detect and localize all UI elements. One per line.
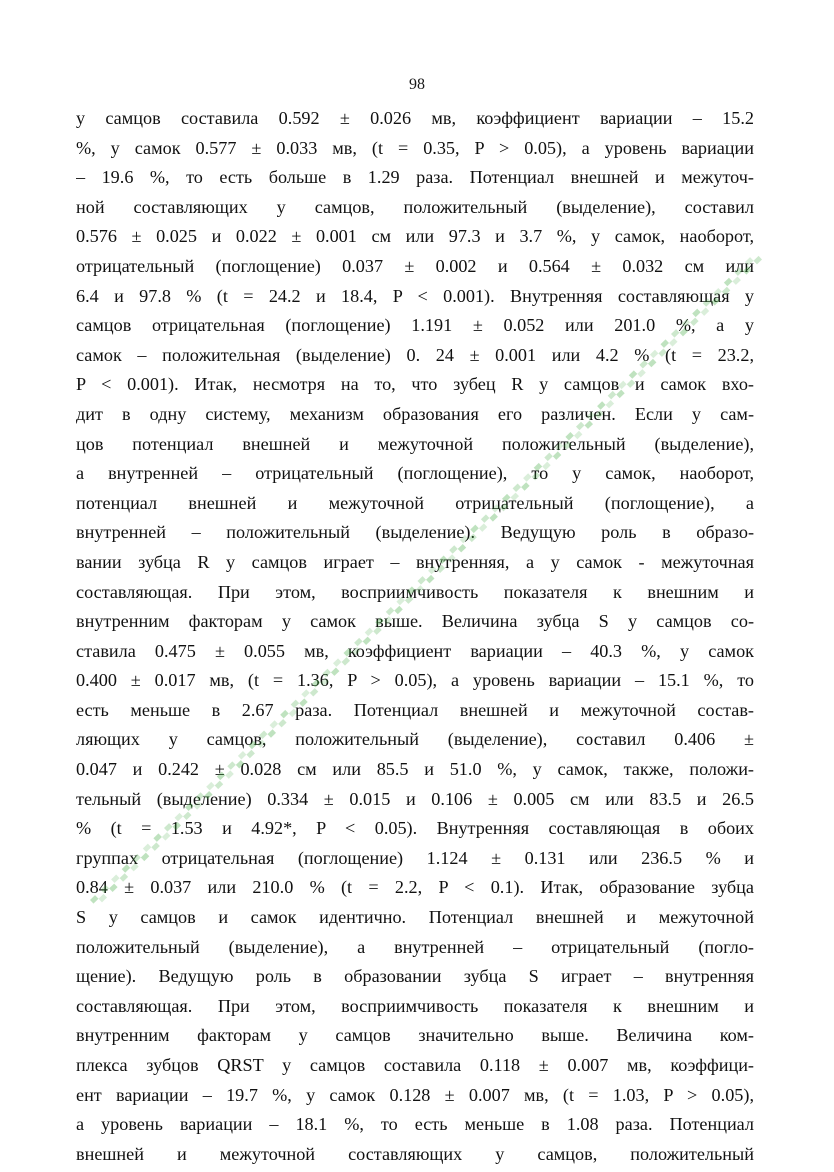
watermark-mark	[754, 256, 763, 264]
text-line: самцов отрицательная (поглощение) 1.191 ± 0.052 или 201.0 %, а у	[76, 315, 754, 336]
text-line: %, у самок 0.577 ± 0.033 мв, (t = 0.35, P > 0.05), а уровень вариации	[76, 137, 754, 158]
text-line: есть меньше в 2.67 раза. Потенциал внешней и межуточной состав-	[76, 699, 754, 720]
text-line: ляющих у самцов, положительный (выделение), составил 0.406 ±	[76, 729, 754, 750]
text-line: цов потенциал внешней и межуточной положительный (выделение),	[76, 433, 754, 454]
text-line: 0.047 и 0.242 ± 0.028 см или 85.5 и 51.0 %, у самок, также, положи-	[76, 759, 754, 780]
text-line: внутренней – положительный (выделение). Ведущую роль в образо-	[76, 522, 754, 543]
text-line: составляющая. При этом, восприимчивость показателя к внешним и	[76, 995, 754, 1016]
text-line: внутренним факторам у самок выше. Величина зубца S у самцов со-	[76, 611, 754, 632]
text-line: 6.4 и 97.8 % (t = 24.2 и 18.4, P < 0.001). Внутренняя составляющая у	[76, 285, 754, 306]
text-line: ставила 0.475 ± 0.055 мв, коэффициент вариации – 40.3 %, у самок	[76, 640, 754, 661]
text-line: ент вариации – 19.7 %, у самок 0.128 ± 0.007 мв, (t = 1.03, P > 0.05),	[76, 1084, 754, 1105]
text-line: дит в одну систему, механизм образования его различен. Если у сам-	[76, 403, 754, 424]
body-text	[76, 104, 754, 1169]
text-line: плекса зубцов QRST у самцов составила 0.118 ± 0.007 мв, коэффици-	[76, 1055, 754, 1075]
text-line: отрицательный (поглощение) 0.037 ± 0.002 и 0.564 ± 0.032 см или	[76, 255, 754, 276]
text-line: 0.400 ± 0.017 мв, (t = 1.36, P > 0.05), а уровень вариации – 15.1 %, то	[76, 670, 754, 691]
text-line: положительный (выделение), а внутренней – отрицательный (погло-	[76, 936, 754, 957]
text-line: внутренним факторам у самцов значительно выше. Величина ком-	[76, 1025, 754, 1046]
text-line: внешней и межуточной составляющих у самцов, положительный	[76, 1143, 754, 1164]
text-line: P < 0.001). Итак, несмотря на то, что зубец R у самцов и самок вхо-	[76, 374, 754, 395]
text-line: % (t = 1.53 и 4.92*, P < 0.05). Внутренняя составляющая в обоих	[76, 818, 754, 839]
text-line: 0.84 ± 0.037 или 210.0 % (t = 2.2, P < 0.1). Итак, образование зубца	[76, 877, 754, 898]
text-line: у самцов составила 0.592 ± 0.026 мв, коэффициент вариации – 15.2	[76, 108, 754, 128]
text-line: – 19.6 %, то есть больше в 1.29 раза. Потенциал внешней и межуточ-	[76, 167, 754, 188]
text-line: составляющая. При этом, восприимчивость показателя к внешним и	[76, 581, 754, 602]
text-line: 0.576 ± 0.025 и 0.022 ± 0.001 см или 97.3 и 3.7 %, у самок, наоборот,	[76, 226, 754, 247]
text-line: потенциал внешней и межуточной отрицательный (поглощение), а	[76, 492, 754, 513]
text-line: а уровень вариации – 18.1 %, то есть меньше в 1.08 раза. Потенциал	[76, 1114, 754, 1135]
text-line: а внутренней – отрицательный (поглощение), то у самок, наоборот,	[76, 463, 754, 484]
text-line: ной составляющих у самцов, положительный (выделение), составил	[76, 196, 754, 217]
text-line: группах отрицательная (поглощение) 1.124 ± 0.131 или 236.5 % и	[76, 847, 754, 868]
text-line: вании зубца R у самцов играет – внутренняя, а у самок - межуточная	[76, 551, 754, 572]
text-line: щение). Ведущую роль в образовании зубца S играет – внутренняя	[76, 966, 754, 987]
text-line: S у самцов и самок идентично. Потенциал внешней и межуточной	[76, 907, 754, 928]
text-line: тельный (выделение) 0.334 ± 0.015 и 0.106 ± 0.005 см или 83.5 и 26.5	[76, 788, 754, 809]
page-number: 98	[409, 76, 425, 93]
text-line: самок – положительная (выделение) 0. 24 ± 0.001 или 4.2 % (t = 23.2,	[76, 344, 754, 365]
